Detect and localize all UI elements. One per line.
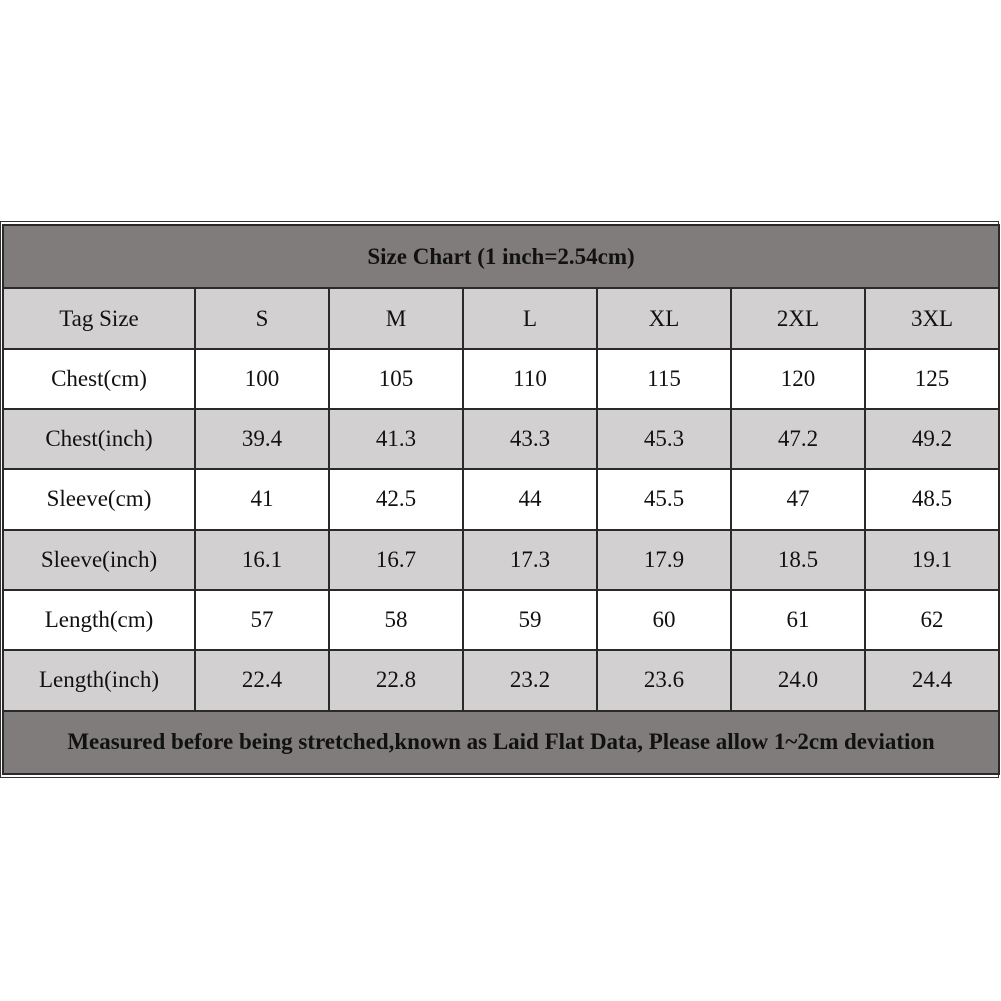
- table-row: [3, 409, 999, 469]
- table-cell: 22.4: [195, 650, 329, 710]
- table-row: [3, 650, 999, 710]
- column-header: L: [463, 288, 597, 348]
- table-cell: 42.5: [329, 469, 463, 529]
- size-chart-table: [2, 224, 1000, 775]
- table-cell: 44: [463, 469, 597, 529]
- size-chart-frame: [0, 221, 999, 778]
- table-row: [3, 590, 999, 650]
- table-cell: 125: [865, 349, 999, 409]
- table-row: [3, 349, 999, 409]
- column-header: S: [195, 288, 329, 348]
- table-cell: 22.8: [329, 650, 463, 710]
- table-cell: 58: [329, 590, 463, 650]
- table-cell: 43.3: [463, 409, 597, 469]
- table-row: [3, 530, 999, 590]
- row-label: Chest(cm): [3, 349, 195, 409]
- row-label: Chest(inch): [3, 409, 195, 469]
- column-header: M: [329, 288, 463, 348]
- table-row: [3, 469, 999, 529]
- table-cell: 16.7: [329, 530, 463, 590]
- table-cell: 23.6: [597, 650, 731, 710]
- table-cell: 17.3: [463, 530, 597, 590]
- table-cell: 110: [463, 349, 597, 409]
- table-cell: 47.2: [731, 409, 865, 469]
- table-cell: 24.0: [731, 650, 865, 710]
- table-cell: 45.5: [597, 469, 731, 529]
- table-cell: 41: [195, 469, 329, 529]
- table-cell: 59: [463, 590, 597, 650]
- row-label: Length(inch): [3, 650, 195, 710]
- table-cell: 39.4: [195, 409, 329, 469]
- row-label: Length(cm): [3, 590, 195, 650]
- table-cell: 115: [597, 349, 731, 409]
- row-label: Sleeve(cm): [3, 469, 195, 529]
- table-cell: 49.2: [865, 409, 999, 469]
- table-cell: 47: [731, 469, 865, 529]
- table-cell: 19.1: [865, 530, 999, 590]
- column-header: 3XL: [865, 288, 999, 348]
- table-cell: 62: [865, 590, 999, 650]
- chart-title: Size Chart (1 inch=2.54cm): [3, 225, 999, 288]
- table-cell: 60: [597, 590, 731, 650]
- table-cell: 41.3: [329, 409, 463, 469]
- column-header: 2XL: [731, 288, 865, 348]
- table-cell: 105: [329, 349, 463, 409]
- table-cell: 61: [731, 590, 865, 650]
- column-header: Tag Size: [3, 288, 195, 348]
- column-header: XL: [597, 288, 731, 348]
- header-row: [3, 288, 999, 348]
- table-cell: 24.4: [865, 650, 999, 710]
- table-cell: 48.5: [865, 469, 999, 529]
- table-cell: 16.1: [195, 530, 329, 590]
- table-cell: 100: [195, 349, 329, 409]
- footer-note: Measured before being stretched,known as Laid Flat Data, Please allow 1~2cm deviation: [3, 711, 999, 774]
- table-cell: 17.9: [597, 530, 731, 590]
- table-cell: 23.2: [463, 650, 597, 710]
- table-cell: 120: [731, 349, 865, 409]
- table-cell: 57: [195, 590, 329, 650]
- table-cell: 18.5: [731, 530, 865, 590]
- row-label: Sleeve(inch): [3, 530, 195, 590]
- table-cell: 45.3: [597, 409, 731, 469]
